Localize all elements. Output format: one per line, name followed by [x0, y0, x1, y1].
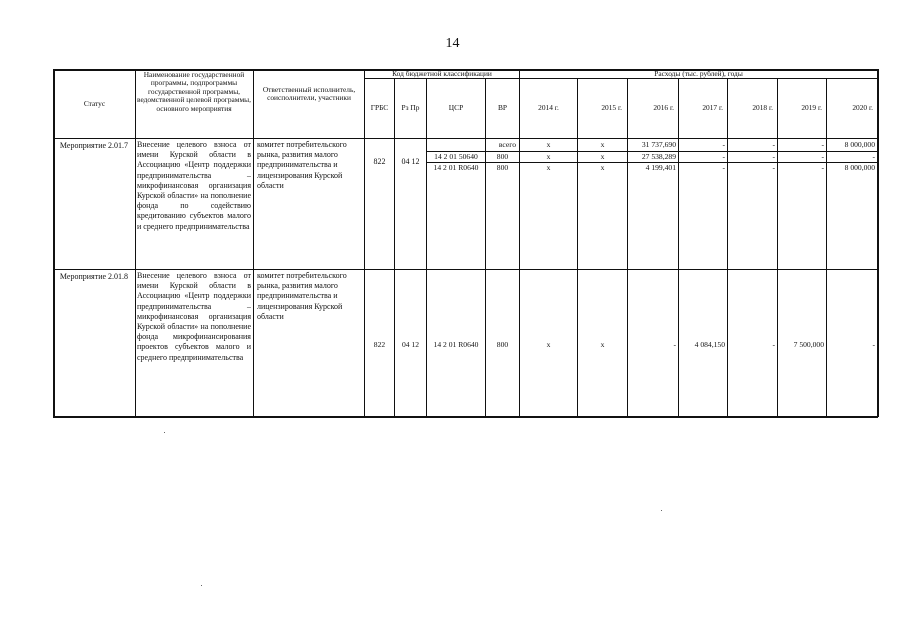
- row2-2017: 4 084,150: [694, 340, 725, 349]
- row-divider: [53, 269, 878, 270]
- header-year-2018: 2018 г.: [752, 104, 773, 112]
- scan-speck: [164, 432, 165, 433]
- col-line-12: [777, 78, 778, 417]
- col-line-9: [627, 78, 628, 417]
- page-number: 14: [445, 36, 460, 51]
- scan-speck: [201, 585, 202, 586]
- col-line-right: [877, 69, 879, 417]
- row1-sub3-2014: х: [546, 163, 551, 172]
- col-line-1: [135, 69, 136, 417]
- row1-grbs: 822: [373, 157, 386, 166]
- col-line-11: [727, 78, 728, 417]
- header-grbs: ГРБС: [370, 104, 389, 112]
- row2-csr: 14 2 01 R0640: [433, 340, 479, 349]
- col-line-10: [678, 78, 679, 417]
- header-expenses: Расходы (тыс. рублей), годы: [654, 70, 743, 78]
- col-line-3: [364, 69, 365, 417]
- row1-sub2-2015: х: [600, 152, 605, 161]
- scan-speck: [661, 510, 662, 511]
- header-year-2016: 2016 г.: [653, 104, 674, 112]
- header-status: Статус: [83, 100, 106, 108]
- row2-2018: -: [772, 340, 775, 349]
- row1-sub3-2020: 8 000,000: [844, 163, 875, 172]
- col-line-left: [53, 69, 55, 417]
- col-line-7: [519, 69, 520, 417]
- header-name: Наименование государственной программы, подпрограммы государственной программы, ведомственной целевой программы, основного мероприятия: [137, 71, 251, 113]
- row1-sub2-2017: -: [722, 152, 725, 161]
- row1-responsible: комитет потребительского рынка, развития малого предпринимательства и лицензирования Курской области: [257, 140, 347, 190]
- row1-sub3-2018: -: [772, 163, 775, 172]
- row1-sub2-2018: -: [772, 152, 775, 161]
- row1-sub1-2020: 8 000,000: [844, 140, 875, 149]
- row2-responsible: комитет потребительского рынка, развития малого предпринимательства и лицензирования Курской области: [257, 271, 347, 321]
- row1-sub1-2014: х: [546, 140, 551, 149]
- row1-sub2-2014: х: [546, 152, 551, 161]
- row2-2015: х: [600, 340, 605, 349]
- row1-status: Мероприятие 2.01.7: [59, 141, 129, 150]
- row1-sub1-2018: -: [772, 140, 775, 149]
- header-budget-code: Код бюджетной классификации: [392, 70, 492, 78]
- row1-sub3-2015: х: [600, 163, 605, 172]
- header-bottom-border: [53, 138, 878, 139]
- row2-grbs: 822: [373, 340, 386, 349]
- header-rzpr: Рз Пр: [401, 104, 420, 112]
- row1-sub3-2019: -: [821, 163, 824, 172]
- row2-vr: 800: [496, 340, 509, 349]
- col-line-2: [253, 69, 254, 417]
- row1-sub3-csr: 14 2 01 R0640: [433, 163, 479, 172]
- row1-sub1-2015: х: [600, 140, 605, 149]
- header-csr: ЦСР: [448, 104, 464, 112]
- row1-sub2-2020: -: [872, 152, 875, 161]
- row1-rzpr: 04 12: [401, 157, 420, 166]
- row1-sub2-2019: -: [821, 152, 824, 161]
- row2-name: Внесение целевого взноса от имени Курской области в Ассоциацию «Центр поддержки предпринимательства – микрофинансовая организация Курской области» на пополнение фонда микрофинансирования проектов субъектов малого и среднего предпринимательства: [137, 271, 251, 362]
- header-responsible: Ответственный исполнитель, соисполнители, участники: [262, 86, 356, 103]
- row1-sub1-2016: 31 737,690: [641, 140, 676, 149]
- header-year-2017: 2017 г.: [702, 104, 723, 112]
- header-vr: ВР: [497, 104, 508, 112]
- row1-sub1-vr: всего: [498, 140, 516, 149]
- row2-2016: -: [673, 340, 676, 349]
- header-year-2020: 2020 г.: [852, 104, 873, 112]
- row2-rzpr: 04 12: [401, 340, 420, 349]
- header-year-2014: 2014 г.: [538, 104, 559, 112]
- row1-sub3-2016: 4 199,401: [645, 163, 676, 172]
- row1-sub1-2017: -: [722, 140, 725, 149]
- row1-sub2-vr: 800: [496, 152, 509, 161]
- col-line-6: [485, 78, 486, 417]
- row2-2019: 7 500,000: [793, 340, 824, 349]
- row1-sub3-vr: 800: [496, 163, 509, 172]
- row1-sub2-2016: 27 538,289: [641, 152, 676, 161]
- row1-name: Внесение целевого взноса от имени Курской области в Ассоциацию «Центр поддержки предпринимательства – микрофинансовая организация Курской области» на пополнение фонда по содействию кредитованию субъектов малого и среднего предпринимательства: [137, 140, 251, 231]
- header-year-2019: 2019 г.: [801, 104, 822, 112]
- row2-2014: х: [546, 340, 551, 349]
- col-line-8: [577, 78, 578, 417]
- row1-sub1-2019: -: [821, 140, 824, 149]
- col-line-5: [426, 78, 427, 417]
- table-bottom-border: [53, 416, 878, 418]
- header-year-2015: 2015 г.: [601, 104, 622, 112]
- row1-sub3-2017: -: [722, 163, 725, 172]
- row2-2020: -: [872, 340, 875, 349]
- row1-sub2-csr: 14 2 01 50640: [434, 152, 478, 161]
- col-line-4: [394, 78, 395, 417]
- row2-status: Мероприятие 2.01.8: [59, 272, 129, 281]
- col-line-13: [826, 78, 827, 417]
